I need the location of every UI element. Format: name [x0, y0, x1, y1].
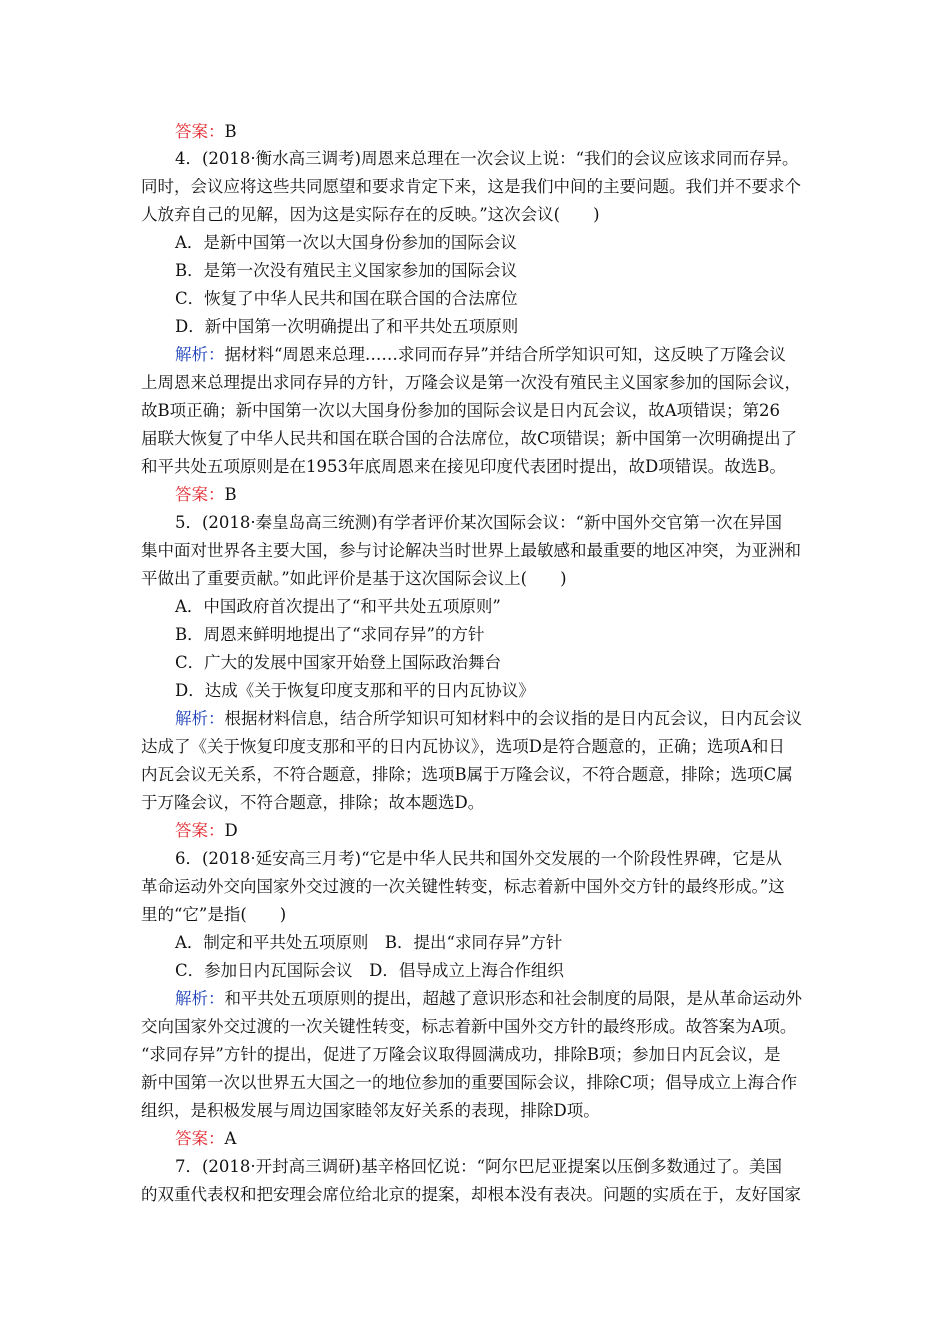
analysis-line — [175, 987, 802, 1011]
question-stem-line: 革命运动外交向国家外交过渡的一次关键性转变，标志着新中国外交方针的最终形成。”这 — [141, 877, 785, 896]
question-stem-line: 7．(2018·开封高三调研)基辛格回忆说：“阿尔巴尼亚提案以压倒多数通过了。美国 — [175, 1157, 783, 1176]
answer-label: 答案： — [175, 821, 225, 840]
analysis-label: 解析： — [175, 709, 225, 728]
analysis-line — [175, 343, 786, 367]
analysis-line: 达成了《关于恢复印度支那和平的日内瓦协议》，选项D是符合题意的，正确；选项A和日 — [141, 737, 785, 756]
answer-line — [175, 1127, 236, 1151]
answer-value: D — [224, 821, 238, 840]
option-line: C．参加日内瓦国际会议 D．倡导成立上海合作组织 — [175, 961, 564, 980]
question-stem-line: 平做出了重要贡献。”如此评价是基于这次国际会议上( ) — [141, 569, 567, 588]
analysis-line: 内瓦会议无关系，不符合题意，排除；选项B属于万隆会议，不符合题意，排除；选项C属 — [141, 765, 793, 784]
question-stem-line: 6．(2018·延安高三月考)“它是中华人民共和国外交发展的一个阶段性界碑，它是从 — [175, 849, 783, 868]
analysis-line: 和平共处五项原则是在1953年底周恩来在接见印度代表团时提出，故D项错误。故选B。 — [141, 457, 786, 476]
answer-line — [175, 819, 238, 843]
option-line: B．周恩来鲜明地提出了“求同存异”的方针 — [175, 625, 485, 644]
option-line: A．中国政府首次提出了“和平共处五项原则” — [175, 597, 501, 616]
option-line: A．制定和平共处五项原则 B．提出“求同存异”方针 — [175, 933, 563, 952]
analysis-line: 上周恩来总理提出求同存异的方针，万隆会议是第一次没有殖民主义国家参加的国际会议， — [141, 373, 801, 392]
answer-label: 答案： — [175, 122, 225, 141]
option-line: A．是新中国第一次以大国身份参加的国际会议 — [175, 233, 517, 252]
answer-label: 答案： — [175, 485, 225, 504]
question-stem-line: 同时，会议应将这些共同愿望和要求肯定下来，这是我们中间的主要问题。我们并不要求个 — [141, 177, 801, 196]
analysis-line: 交向国家外交过渡的一次关键性转变，标志着新中国外交方针的最终形成。故答案为A项。 — [141, 1017, 797, 1036]
question-stem-line: 人放弃自己的见解，因为这是实际存在的反映。”这次会议( ) — [141, 205, 600, 224]
option-line: C．广大的发展中国家开始登上国际政治舞台 — [175, 653, 502, 672]
question-stem-line: 5．(2018·秦皇岛高三统测)有学者评价某次国际会议：“新中国外交官第一次在异国 — [175, 513, 783, 532]
answer-line — [175, 483, 237, 507]
analysis-label: 解析： — [175, 989, 225, 1008]
answer-value: B — [224, 485, 237, 504]
analysis-line: 新中国第一次以世界五大国之一的地位参加的重要国际会议，排除C项；倡导成立上海合作 — [141, 1073, 798, 1092]
analysis-text: 根据材料信息，结合所学知识可知材料中的会议指的是日内瓦会议，日内瓦会议 — [224, 709, 802, 728]
question-stem-line: 集中面对世界各主要大国，参与讨论解决当时世界上最敏感和最重要的地区冲突，为亚洲和 — [141, 541, 801, 560]
option-line: D．达成《关于恢复印度支那和平的日内瓦协议》 — [175, 681, 535, 700]
analysis-text: 据材料“周恩来总理……求同而存异”并结合所学知识可知，这反映了万隆会议 — [224, 345, 786, 364]
answer-value: B — [224, 122, 237, 141]
analysis-line: “求同存异”方针的提出，促进了万隆会议取得圆满成功，排除B项；参加日内瓦会议，是 — [141, 1045, 781, 1064]
analysis-line: 于万隆会议，不符合题意，排除；故本题选D。 — [141, 793, 485, 812]
analysis-line: 届联大恢复了中华人民共和国在联合国的合法席位，故C项错误；新中国第一次明确提出了 — [141, 429, 798, 448]
question-stem-line: 的双重代表权和把安理会席位给北京的提案，却根本没有表决。问题的实质在于，友好国家 — [141, 1185, 801, 1204]
analysis-line — [175, 707, 802, 731]
option-line: C．恢复了中华人民共和国在联合国的合法席位 — [175, 289, 518, 308]
answer-line — [175, 120, 237, 144]
option-line: B．是第一次没有殖民主义国家参加的国际会议 — [175, 261, 518, 280]
analysis-label: 解析： — [175, 345, 225, 364]
answer-value: A — [224, 1129, 237, 1148]
answer-label: 答案： — [175, 1129, 225, 1148]
question-stem-line: 4．(2018·衡水高三调考)周恩来总理在一次会议上说：“我们的会议应该求同而存异。 — [175, 149, 799, 168]
option-line: D．新中国第一次明确提出了和平共处五项原则 — [175, 317, 519, 336]
analysis-text: 和平共处五项原则的提出，超越了意识形态和社会制度的局限，是从革命运动外 — [224, 989, 802, 1008]
question-stem-line: 里的“它”是指( ) — [141, 905, 287, 924]
analysis-line: 故B项正确；新中国第一次以大国身份参加的国际会议是日内瓦会议，故A项错误；第26 — [141, 401, 781, 420]
analysis-line: 组织，是积极发展与周边国家睦邻友好关系的表现，排除D项。 — [141, 1101, 600, 1120]
